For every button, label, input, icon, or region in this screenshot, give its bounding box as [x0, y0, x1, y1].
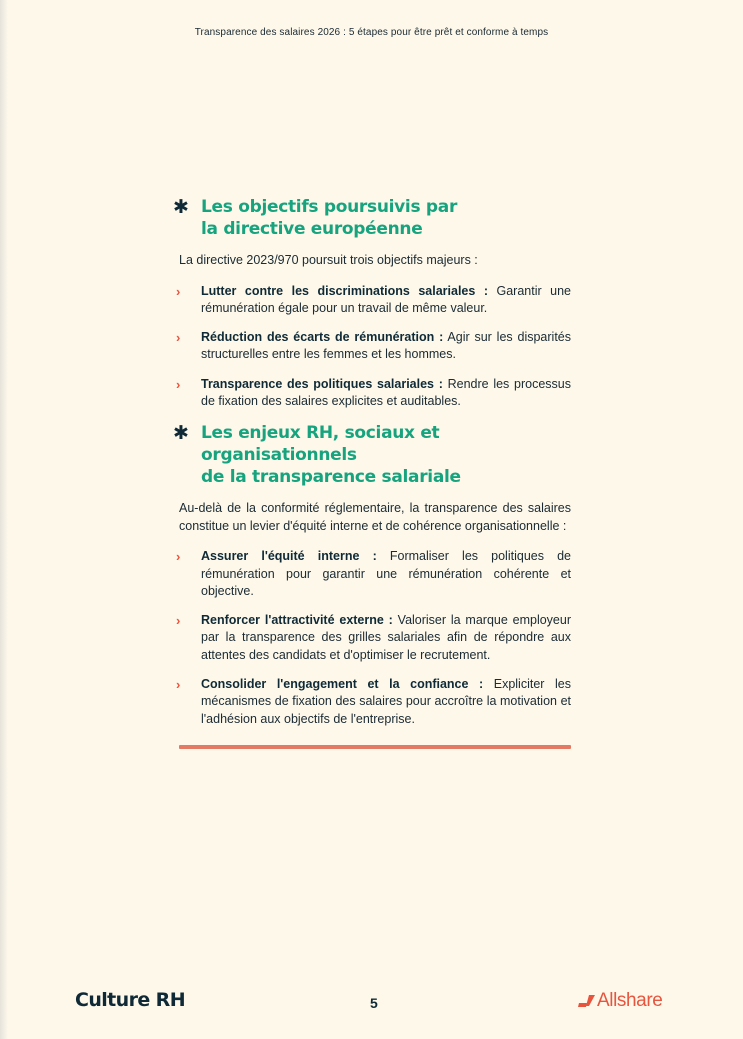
main-content: [173, 196, 572, 740]
chevron-right-icon: ›: [176, 613, 181, 629]
allshare-logo-text: Allshare: [597, 990, 663, 1011]
allshare-slash-icon: [578, 994, 596, 1008]
bullet-lead: Consolider l'engagement et la confiance :: [201, 677, 484, 692]
section-title: [173, 422, 571, 488]
list-item: [176, 548, 572, 600]
bullet-text: Expliciter les mécanismes de fixation des salaires pour accroître la motivation et l'adhésion aux objectifs de l'entreprise.: [201, 677, 571, 726]
page-number: 5: [370, 995, 378, 1011]
section-divider: [179, 745, 571, 749]
chevron-right-icon: ›: [176, 677, 181, 693]
section-title: [173, 196, 571, 240]
bullet-lead: Assurer l'équité interne :: [201, 549, 377, 564]
bullet-list: [176, 283, 571, 411]
list-item: [176, 376, 571, 411]
section-objectives: [173, 196, 571, 410]
allshare-logo: [578, 990, 662, 1012]
bullet-text: Garantir une rémunération égale pour un travail de même valeur.: [201, 283, 571, 315]
list-item: [176, 283, 571, 318]
footer-brand-culture-rh: Culture RH: [75, 989, 185, 1011]
bullet-lead: Transparence des politiques salariales :: [201, 376, 443, 391]
section-title-line2: la directive européenne: [201, 219, 423, 239]
chevron-right-icon: ›: [176, 283, 181, 299]
asterisk-icon: ✱: [173, 196, 189, 218]
bullet-text: Valoriser la marque employeur par la transparence des grilles salariales afin de répondre aux attentes des candidats et d'optimiser le recrutement.: [201, 613, 571, 662]
bullet-text: Rendre les processus de fixation des salaires explicites et auditables.: [201, 376, 571, 408]
chevron-right-icon: ›: [176, 549, 181, 565]
chevron-right-icon: ›: [176, 330, 181, 346]
list-item: [176, 676, 571, 728]
section-title-line1: Les objectifs poursuivis par: [201, 197, 458, 217]
bullet-text: Formaliser les politiques de rémunération pour garantir une rémunération cohérente et objective.: [201, 549, 572, 598]
asterisk-icon: ✱: [173, 422, 189, 445]
bullet-lead: Renforcer l'attractivité externe :: [201, 613, 393, 628]
bullet-list: [176, 548, 572, 728]
list-item: [176, 612, 571, 664]
section-intro: La directive 2023/970 poursuit trois objectifs majeurs :: [179, 253, 478, 267]
bullet-text: Agir sur les disparités structurelles entre les femmes et les hommes.: [201, 330, 571, 362]
list-item: [176, 329, 571, 364]
running-header: Transparence des salaires 2026 : 5 étapes pour être prêt et conforme à temps: [194, 27, 549, 38]
bullet-lead: Lutter contre les discriminations salariales :: [201, 283, 488, 298]
bullet-lead: Réduction des écarts de rémunération :: [201, 330, 444, 345]
page-edge-shadow: [0, 0, 8, 1039]
section-title-line1: Les enjeux RH, sociaux et organisationnels: [201, 423, 440, 466]
chevron-right-icon: ›: [176, 376, 181, 392]
section-stakes: [173, 422, 572, 728]
section-intro: Au-delà de la conformité réglementaire, la transparence des salaires constitue un levier d'équité interne et de cohérence organisationnelle :: [179, 501, 571, 533]
section-title-line2: de la transparence salariale: [201, 467, 461, 488]
